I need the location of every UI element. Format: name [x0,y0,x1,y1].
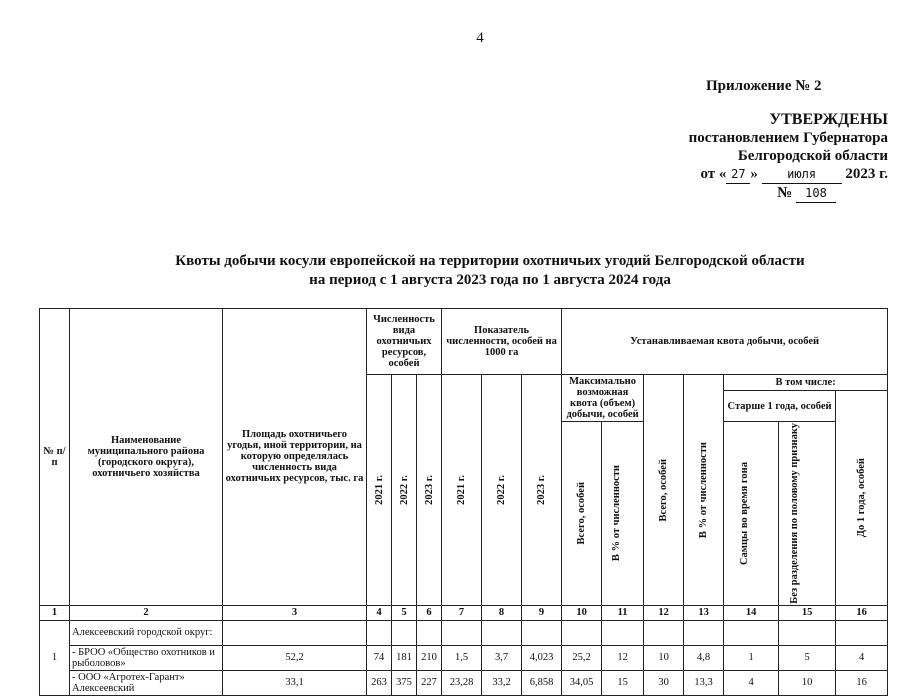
cell: 375 [392,670,417,695]
date-mid: » [750,166,758,182]
header-index-2021: 2021 г. [456,474,468,505]
header-count-2022: 2022 г. [398,474,410,505]
number-value: 108 [796,184,836,203]
approved-by: постановлением Губернатора [688,130,888,146]
column-number: 4 [367,605,392,620]
cell: 1 [724,645,779,670]
column-numbers-row [40,605,888,620]
cell: 23,28 [442,670,482,695]
column-number: 1 [40,605,70,620]
date-year: 2023 г. [845,166,888,182]
column-number: 11 [602,605,644,620]
column-number: 14 [724,605,779,620]
column-number: 8 [482,605,522,620]
header-name: Наименование муниципального района (городского округа), охотничьего хозяйства [70,309,223,606]
header-total: Всего, особей [658,458,670,522]
cell: 25,2 [562,645,602,670]
header-count: Численность вида охотничьих ресурсов, особей [367,309,442,375]
column-number: 12 [644,605,684,620]
date-month: июля [762,165,842,184]
cell: 33,2 [482,670,522,695]
header-males: Самцы во время гона [739,461,751,565]
column-number: 13 [684,605,724,620]
cell: 16 [836,670,888,695]
title-line-2: на период с 1 августа 2023 года по 1 августа 2024 года [309,272,671,288]
cell: 33,1 [223,670,367,695]
cell: 15 [602,670,644,695]
cell: 181 [392,645,417,670]
cell: 5 [779,645,836,670]
approved-date [600,165,888,184]
cell: 3,7 [482,645,522,670]
header-index-2023: 2023 г. [536,474,548,505]
column-number: 7 [442,605,482,620]
cell: 6,858 [522,670,562,695]
column-number: 15 [779,605,836,620]
header-nosex: Без разделения по половому признаку [789,423,801,604]
column-number: 2 [70,605,223,620]
cell: 210 [417,645,442,670]
column-number: 10 [562,605,602,620]
header-index: Показатель численности, особей на 1000 га [442,309,562,375]
cell: 34,05 [562,670,602,695]
header-max-quota: Максимально возможная квота (объем) добычи, особей [562,375,644,422]
row-name: - ООО «Агротех-Гарант» Алексеевский [70,670,223,695]
header-max-total: Всего, особей [576,482,588,545]
group-name: Алексеевский городской округ: [70,620,223,645]
header-max-pct: В % от численности [610,465,622,562]
header-quota: Устанавливаемая квота добычи, особей [562,309,888,375]
header-area: Площадь охотничьего угодья, иной территории, на которую определялась численность вида охотничьих ресурсов, тыс. га [223,309,367,606]
cell: 4 [724,670,779,695]
cell: 74 [367,645,392,670]
cell: 4,8 [684,645,724,670]
approved-heading: УТВЕРЖДЕНЫ [769,111,888,128]
date-prefix: от « [700,166,727,182]
column-number: 6 [417,605,442,620]
number-prefix: № [777,185,793,201]
cell: 263 [367,670,392,695]
cell: 4,023 [522,645,562,670]
cell: 30 [644,670,684,695]
table-row [40,670,888,695]
approved-number [600,184,888,203]
quota-table [39,308,888,696]
document-title [110,252,870,290]
cell: 227 [417,670,442,695]
group-number: 1 [40,620,70,695]
cell: 10 [779,670,836,695]
column-number: 9 [522,605,562,620]
header-including: В том числе: [724,375,888,391]
page-number: 4 [476,30,484,46]
header-older: Старше 1 года, особей [724,391,836,422]
header-count-2023: 2023 г. [423,474,435,505]
table-row [40,645,888,670]
header-pct: В % от численности [698,441,710,538]
cell: 4 [836,645,888,670]
header-young: До 1 года, особей [856,458,868,538]
header-index-2022: 2022 г. [496,474,508,505]
row-name: - БРОО «Общество охотников и рыболовов» [70,645,223,670]
cell: 13,3 [684,670,724,695]
cell: 52,2 [223,645,367,670]
cell: 10 [644,645,684,670]
column-number: 3 [223,605,367,620]
header-no: № п/п [40,309,70,606]
approved-region: Белгородской области [737,148,888,164]
column-number: 16 [836,605,888,620]
appendix-label: Приложение № 2 [706,78,822,94]
cell: 1,5 [442,645,482,670]
date-day: 27 [726,165,750,184]
header-count-2021: 2021 г. [373,474,385,505]
cell: 12 [602,645,644,670]
title-line-1: Квоты добычи косули европейской на территории охотничьих угодий Белгородской области [175,253,805,269]
column-number: 5 [392,605,417,620]
approval-block [600,111,888,203]
